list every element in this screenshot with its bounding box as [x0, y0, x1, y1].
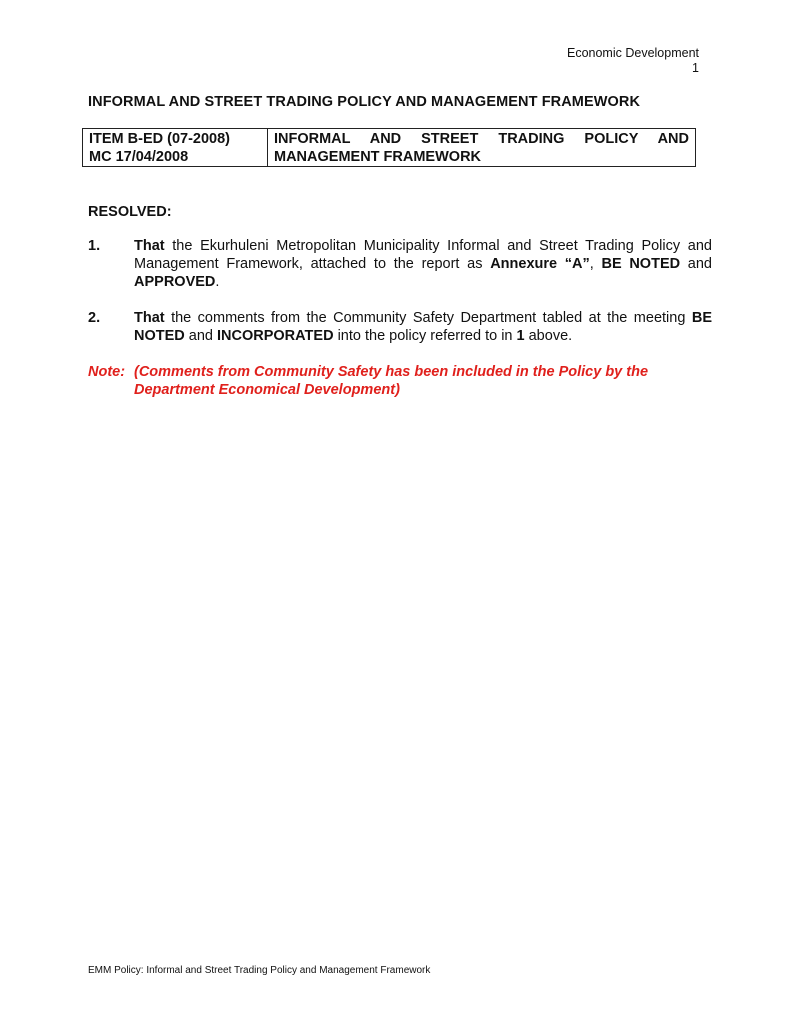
document-title: INFORMAL AND STREET TRADING POLICY AND MANAGEMENT FRAMEWORK — [88, 94, 641, 110]
resolution-text-part: the Ekurhuleni Metropolitan Municipality Informal and Street Trading Policy and Management Framework, attached to the report as — [134, 238, 712, 272]
resolution-emphasis: That — [134, 238, 165, 254]
resolution-text-part: and — [680, 256, 712, 272]
item-ref: ITEM B-ED (07-2008) — [89, 131, 231, 147]
resolved-heading: RESOLVED: — [88, 204, 172, 220]
resolution-emphasis: That — [134, 310, 165, 326]
resolution-item-2 — [88, 309, 712, 345]
resolution-number: 1. — [88, 238, 101, 254]
item-subject-cell — [268, 129, 696, 167]
mc-ref: MC 17/04/2008 — [89, 149, 189, 165]
resolution-emphasis: INCORPORATED — [217, 328, 334, 344]
page-footer: EMM Policy: Informal and Street Trading Policy and Management Framework — [88, 965, 431, 976]
note-label: Note: — [88, 364, 126, 380]
subject-line-2: MANAGEMENT FRAMEWORK — [274, 149, 482, 165]
resolution-item-1 — [88, 237, 712, 291]
resolution-number: 2. — [88, 310, 101, 326]
resolution-text — [134, 309, 712, 345]
resolution-emphasis: 1 — [516, 328, 525, 344]
table-row — [83, 129, 696, 167]
resolution-emphasis: BE NOTED — [601, 256, 681, 272]
page-header — [567, 46, 699, 76]
item-reference-table — [82, 128, 696, 167]
resolution-text-part: the comments from the Community Safety Department tabled at the meeting — [164, 310, 692, 326]
note-block — [88, 363, 704, 399]
resolution-emphasis: APPROVED — [134, 274, 216, 290]
note-text: (Comments from Community Safety has been included in the Policy by the Department Economical Development) — [134, 364, 649, 398]
page-number: 1 — [692, 61, 699, 75]
resolution-text-part: , — [589, 256, 602, 272]
resolution-text-part: above. — [524, 328, 573, 344]
resolution-emphasis: Annexure “A” — [490, 256, 590, 272]
department-label: Economic Development — [566, 46, 699, 60]
resolution-text — [134, 237, 712, 291]
resolution-text-part: . — [215, 274, 220, 290]
subject-line-1: INFORMAL AND STREET TRADING POLICY AND — [274, 131, 689, 147]
item-reference-cell — [83, 129, 268, 167]
resolution-emphasis: BE NOTED — [134, 310, 712, 344]
resolution-text-part: and — [184, 328, 217, 344]
resolution-text-part: into the policy referred to in — [333, 328, 517, 344]
